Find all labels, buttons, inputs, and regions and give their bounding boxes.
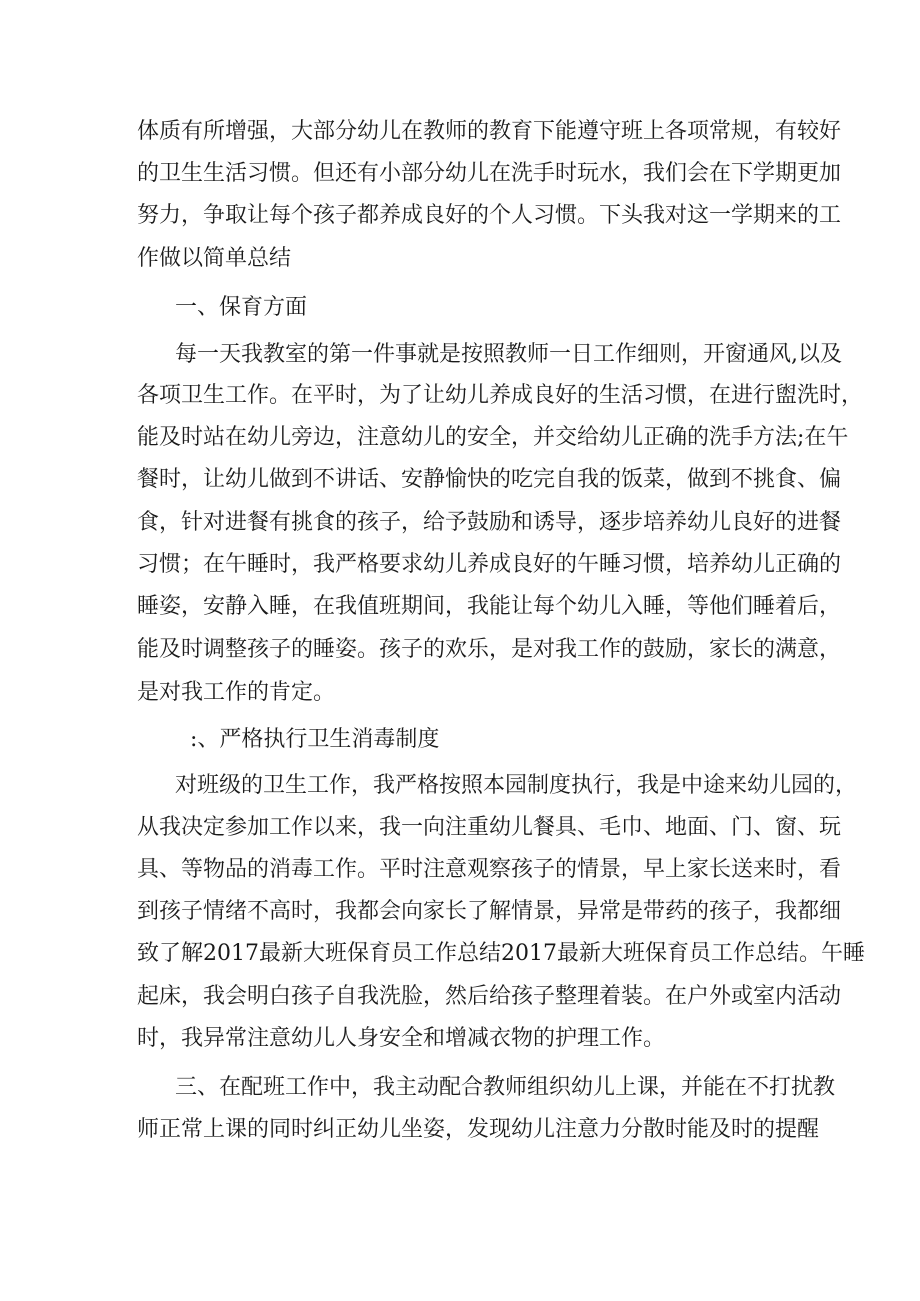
section-heading-1: 一、保育方面	[175, 295, 308, 320]
text-line: 餐时，让幼儿做到不讲话、安静愉快的吃完自我的饭菜，做到不挑食、偏	[137, 467, 842, 492]
text-line: 致了解2017最新大班保育员工作总结2017最新大班保育员工作总结。午睡	[137, 941, 865, 966]
text-line: 各项卫生工作。在平时，为了让幼儿养成良好的生活习惯，在进行盥洗时，	[137, 383, 864, 408]
paragraph-first-line: 对班级的卫生工作，我严格按照本园制度执行，我是中途来幼儿园的，	[175, 773, 858, 798]
text-line: 到孩子情绪不高时，我都会向家长了解情景，异常是带药的孩子，我都细	[137, 899, 842, 924]
paragraph-first-line: 三、在配班工作中，我主动配合教师组织幼儿上课，并能在不打扰教	[175, 1075, 836, 1100]
text-line: 能及时站在幼儿旁边，注意幼儿的安全，并交给幼儿正确的洗手方法;在午	[137, 425, 849, 450]
text-line: 睡姿，安静入睡，在我值班期间，我能让每个幼儿入睡，等他们睡着后，	[137, 594, 842, 619]
text-line: 体质有所增强，大部分幼儿在教师的教育下能遵守班上各项常规，有较好	[137, 119, 842, 144]
text-line: 师正常上课的同时纠正幼儿坐姿，发现幼儿注意力分散时能及时的提醒	[137, 1117, 820, 1142]
section-heading-2: :、严格执行卫生消毒制度	[190, 727, 440, 752]
text-line: 是对我工作的肯定。	[137, 680, 336, 705]
paragraph-first-line: 每一天我教室的第一件事就是按照教师一日工作细则，开窗通风,以及	[175, 342, 842, 367]
text-line: 努力，争取让每个孩子都养成良好的个人习惯。下头我对这一学期来的工	[137, 203, 842, 228]
text-line: 食，针对进餐有挑食的孩子，给予鼓励和诱导，逐步培养幼儿良好的进餐	[137, 510, 842, 535]
text-line: 的卫生生活习惯。但还有小部分幼儿在洗手时玩水，我们会在下学期更加	[137, 161, 842, 186]
text-line: 能及时调整孩子的睡姿。孩子的欢乐，是对我工作的鼓励，家长的满意，	[137, 637, 842, 662]
text-line: 起床，我会明白孩子自我洗脸，然后给孩子整理着装。在户外或室内活动	[137, 984, 842, 1009]
text-line: 习惯；在午睡时，我严格要求幼儿养成良好的午睡习惯，培养幼儿正确的	[137, 552, 842, 577]
text-line: 作做以简单总结	[137, 246, 292, 271]
text-line: 从我决定参加工作以来，我一向注重幼儿餐具、毛巾、地面、门、窗、玩	[137, 815, 842, 840]
text-line: 时，我异常注意幼儿人身安全和增减衣物的护理工作。	[137, 1026, 666, 1051]
text-line: 具、等物品的消毒工作。平时注意观察孩子的情景，早上家长送来时，看	[137, 857, 842, 882]
